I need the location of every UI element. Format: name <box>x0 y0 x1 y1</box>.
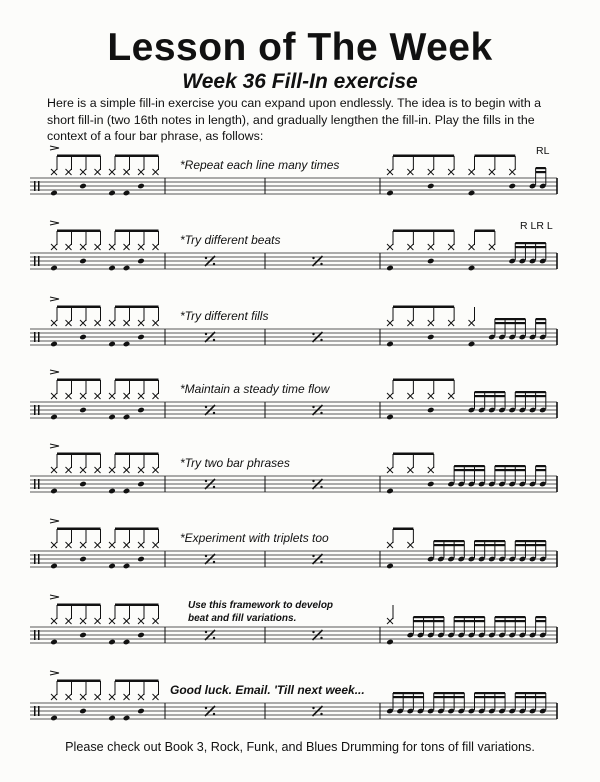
staff-annotation: Good luck. Email. 'Till next week... <box>170 683 365 697</box>
staff-annotation: Use this framework to develop <box>188 600 334 611</box>
staff-line-4 <box>30 370 557 420</box>
staff-line-1 <box>30 145 557 196</box>
staff-line-8 <box>30 671 557 721</box>
staff-annotation: *Try different beats <box>180 233 281 247</box>
staff-annotation: *Repeat each line many times <box>180 158 340 172</box>
staff-line-6 <box>30 519 557 569</box>
staff-annotation: *Experiment with triplets too <box>180 531 329 545</box>
staff-line-5 <box>30 444 557 494</box>
page-subtitle: Week 36 Fill-In exercise <box>182 70 418 93</box>
sticking-label: R LR L <box>520 220 553 232</box>
staff-annotation: *Try different fills <box>180 309 269 323</box>
staff-line-7 <box>30 595 557 645</box>
staff-annotation: *Try two bar phrases <box>180 456 290 470</box>
staff-line-2 <box>30 220 557 271</box>
sticking-label: RL <box>536 145 550 157</box>
page-title: Lesson of The Week <box>107 26 493 69</box>
staff-annotation: beat and fill variations. <box>188 613 297 624</box>
staff-annotation: *Maintain a steady time flow <box>180 382 330 396</box>
footer-note: Please check out Book 3, Rock, Funk, and Blues Drumming for tons of fill variations. <box>65 740 535 754</box>
intro-paragraph: Here is a simple fill-in exercise you can expand upon endlessly. The idea is to begin with a short fill-in (two 16th notes in length), and gradually lengthen the fill-in. Play the fills in the context of a four bar phrase, as follows: <box>47 96 542 143</box>
staff-line-3 <box>30 297 557 347</box>
